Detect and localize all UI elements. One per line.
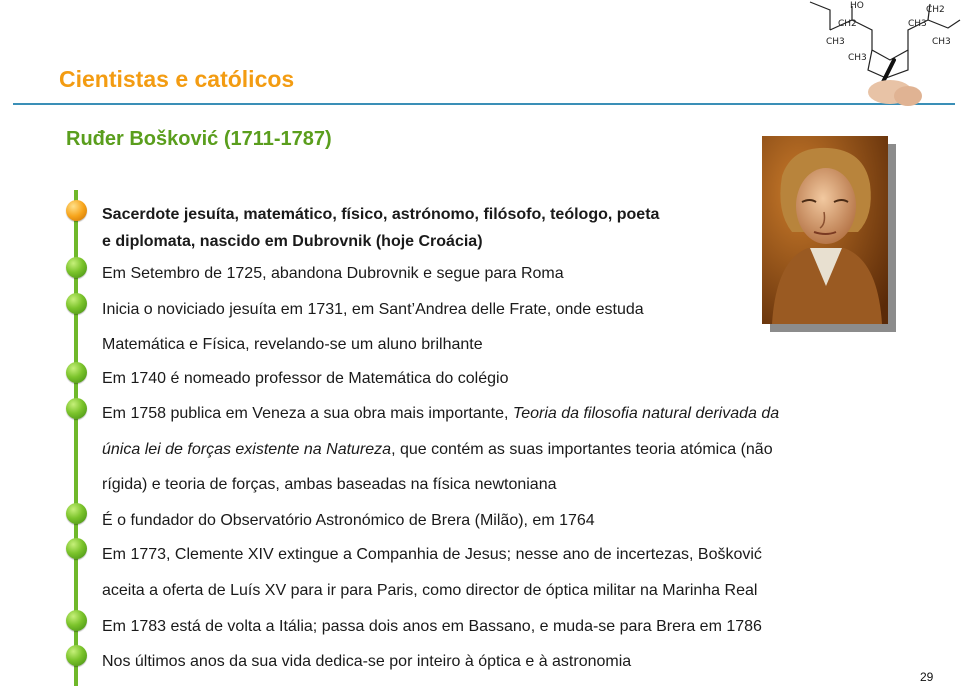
bio-line: Em 1773, Clemente XIV extingue a Companhia de Jesus; nesse ano de incertezas, Bošković <box>102 546 762 563</box>
bio-line: Sacerdote jesuíta, matemático, físico, astrónomo, filósofo, teólogo, poeta <box>102 206 660 223</box>
bullet-marker <box>66 503 87 524</box>
bullet-marker <box>66 398 87 419</box>
bio-line: Em Setembro de 1725, abandona Dubrovnik e segue para Roma <box>102 265 564 282</box>
bullet-marker <box>66 610 87 631</box>
bio-line: Em 1783 está de volta a Itália; passa dois anos em Bassano, e muda-se para Brera em 1786 <box>102 618 762 635</box>
chem-label: CH3 <box>932 37 951 47</box>
bullet-marker <box>66 200 87 221</box>
portrait-image <box>762 136 888 324</box>
bio-text: , que contém as suas importantes teoria atómica (não <box>391 441 773 458</box>
bio-line: rígida) e teoria de forças, ambas baseadas na física newtoniana <box>102 476 557 493</box>
bio-line: Matemática e Física, revelando-se um aluno brilhante <box>102 336 483 353</box>
bio-line: e diplomata, nascido em Dubrovnik (hoje Croácia) <box>102 233 483 250</box>
bullet-marker <box>66 538 87 559</box>
bio-line: É o fundador do Observatório Astronómico de Brera (Milão), em 1764 <box>102 512 595 529</box>
bio-text: Em 1758 publica em Veneza a sua obra mais importante, <box>102 405 513 422</box>
bullet-marker <box>66 362 87 383</box>
chem-label: CH2 <box>926 5 945 15</box>
section-heading: Ruđer Bošković (1711-1787) <box>66 128 332 150</box>
book-title: única lei de forças existente na Natureza <box>102 441 392 458</box>
slide-title: Cientistas e católicos <box>59 66 295 92</box>
hand-pen-icon <box>850 60 963 106</box>
chem-label: CH2 <box>838 19 857 29</box>
book-title: Teoria da filosofia natural derivada da <box>512 405 780 422</box>
bullet-marker <box>66 257 87 278</box>
bio-line: Nos últimos anos da sua vida dedica-se por inteiro à óptica e à astronomia <box>102 653 632 670</box>
chem-label: HO <box>850 1 864 11</box>
chem-label: CH3 <box>826 37 845 47</box>
bio-line <box>102 404 779 424</box>
bullet-marker <box>66 645 87 666</box>
bullet-marker <box>66 293 87 314</box>
bio-line: Inicia o noviciado jesuíta em 1731, em Sant’Andrea delle Frate, onde estuda <box>102 301 644 318</box>
chemistry-formula-illustration <box>790 0 963 106</box>
bio-line: Em 1740 é nomeado professor de Matemática do colégio <box>102 370 509 387</box>
bio-line <box>102 440 773 460</box>
chem-label: CH3 <box>848 53 867 63</box>
page-number: 29 <box>920 670 934 684</box>
bio-line: aceita a oferta de Luís XV para ir para Paris, como director de óptica militar na Marinha Real <box>102 582 758 599</box>
chem-label: CH3 <box>908 19 927 29</box>
